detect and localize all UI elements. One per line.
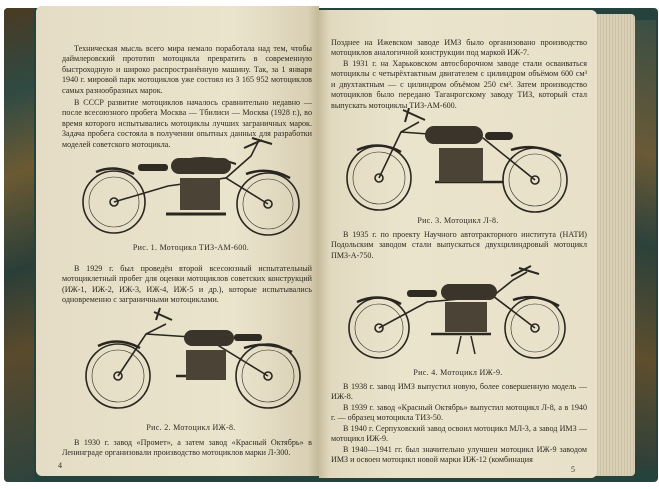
figure-4-caption: Рис. 4. Мотоцикл ИЖ-9.	[413, 368, 503, 377]
right-paragraph-1: Позднее на Ижевском заводе ИМЗ было организовано производство мотоциклов аналогичной конструкции под маркой ИЖ-7.	[331, 38, 587, 58]
figure-2-motorcycle-izh8	[76, 306, 306, 416]
left-page	[36, 6, 319, 476]
figure-3-caption: Рис. 3. Мотоцикл Л-8.	[417, 216, 499, 225]
left-paragraph-4: В 1930 г. завод «Промет», а затем завод «Красный Октябрь» в Ленинграде организовали производство мотоциклов марки Л-300.	[62, 438, 312, 458]
right-page-number: 5	[571, 465, 575, 474]
left-paragraph-3: В 1929 г. был проведён второй всесоюзный испытательный мотоциклетный пробег для оценки мотоциклов советских конструкций (ИЖ-1, ИЖ-2, ИЖ-3, ИЖ-4, ИЖ-5 и др.), которые испытывались одновременно с заграничными мотоциклами.	[62, 264, 312, 305]
marbled-cover-right	[632, 20, 656, 470]
right-paragraph-2: В 1931 г. на Харьковском автосборочном заводе стали осваиваться мотоциклы с четырёхтактным двигателем с цилиндром объёмом 600 см³ и двухтактным — с цилиндром объёмом 250 см³. Затем производство мотоциклов было передано Таганрогскому заводу ТИЗ, который стал выпускать мотоциклы ТИЗ-АМ-600.	[331, 59, 587, 110]
figure-2-caption: Рис. 2. Мотоцикл ИЖ-8.	[146, 423, 236, 432]
page-edges	[595, 14, 635, 476]
figure-1-motorcycle-tiz	[76, 134, 306, 240]
right-paragraph-6: В 1940 г. Серпуховский завод освоил мотоцикл МЛ-3, а завод ИМЗ — мотоцикл ИЖ-9.	[331, 424, 587, 444]
right-paragraph-5: В 1939 г. завод «Красный Октябрь» выпустил мотоцикл Л-8, а в 1940 г. — образец мотоцикла ТИЗ-50.	[331, 403, 587, 423]
left-page-number: 4	[58, 461, 62, 470]
right-page	[319, 10, 597, 478]
right-paragraph-7: В 1940—1941 гг. был значительно улучшен мотоцикл ИЖ-9 заводом ИМЗ и освоен мотоцикл новой марки ИЖ-12 (комбинация	[331, 445, 587, 465]
figure-1-caption: Рис. 1. Мотоцикл ТИЗ-АМ-600.	[132, 243, 250, 252]
marbled-cover-left	[4, 8, 34, 482]
figure-3-motorcycle-l8	[343, 108, 573, 214]
right-paragraph-3: В 1935 г. по проекту Научного автотракторного института (НАТИ) Подольским заводом стали выпускаться двухцилиндровый мотоцикл ПМЗ-А-750.	[331, 230, 587, 260]
left-paragraph-2: В СССР развитие мотоциклов началось сравнительно недавно — после всесоюзного пробега Москва — Тбилиси — Москва (1928 г.), во время которого испытывались мотоциклы лучших заграничных марок. Задача пробега состояла в получении опытных данных для разработки моделей советского мотоцикла.	[62, 98, 312, 149]
right-paragraph-4: В 1938 г. завод ИМЗ выпустил новую, более совершенную модель — ИЖ-8.	[331, 382, 587, 402]
left-paragraph-1: Техническая мысль всего мира немало поработала над тем, чтобы даймлеровский прототип мотоцикла превратить в современную быстроходную и широко распространённую машину. Так, за 1 января 1940 г. мировой парк мотоциклов уже состоял из 3 165 952 мотоциклов самых разнообразных марок.	[62, 44, 312, 95]
figure-4-motorcycle-izh9	[341, 262, 571, 364]
